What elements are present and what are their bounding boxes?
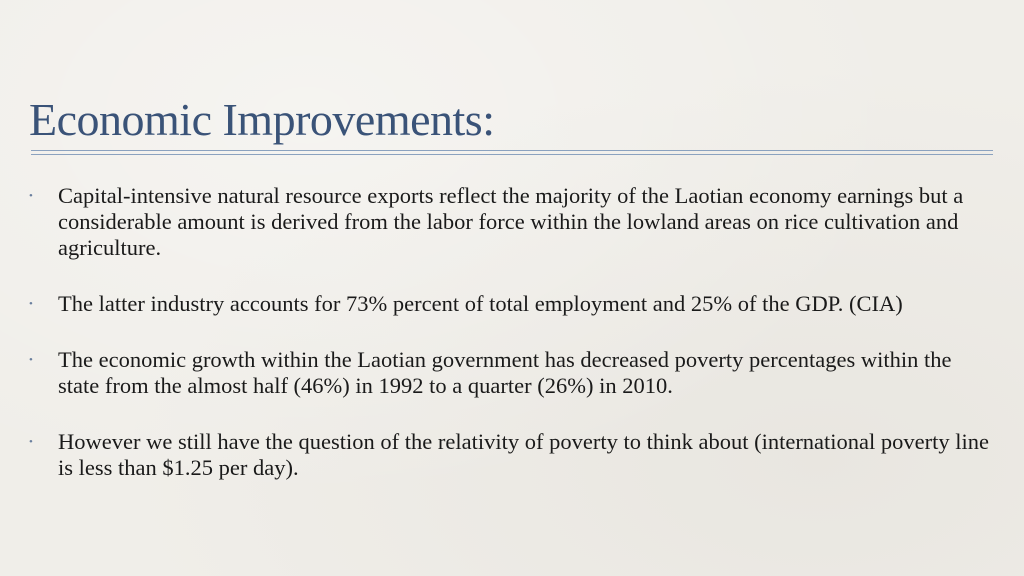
bullet-list [26, 183, 998, 481]
title-divider-line [31, 154, 993, 155]
bullet-marker-icon: • [29, 436, 33, 448]
bullet-marker-icon: • [29, 354, 33, 366]
bullet-text: The economic growth within the Laotian government has decreased poverty percentages within the state from the almost half (46%) in 1992 to a quarter (26%) in 2010. [58, 347, 952, 398]
title-divider-line [31, 150, 993, 151]
bullet-text: The latter industry accounts for 73% percent of total employment and 25% of the GDP. (CIA) [58, 291, 903, 316]
bullet-item [26, 291, 998, 317]
bullet-item [26, 347, 998, 399]
bullet-marker-icon: • [29, 190, 33, 202]
slide-title: Economic Improvements: [29, 94, 495, 145]
bullet-item [26, 183, 998, 261]
bullet-text: Capital-intensive natural resource exports reflect the majority of the Laotian economy earnings but a considerable amount is derived from the labor force within the lowland areas on rice cultivation and agriculture. [58, 183, 964, 260]
bullet-marker-icon: • [29, 298, 33, 310]
bullet-text: However we still have the question of the relativity of poverty to think about (international poverty line is less than $1.25 per day). [58, 429, 990, 480]
bullet-item [26, 429, 998, 481]
